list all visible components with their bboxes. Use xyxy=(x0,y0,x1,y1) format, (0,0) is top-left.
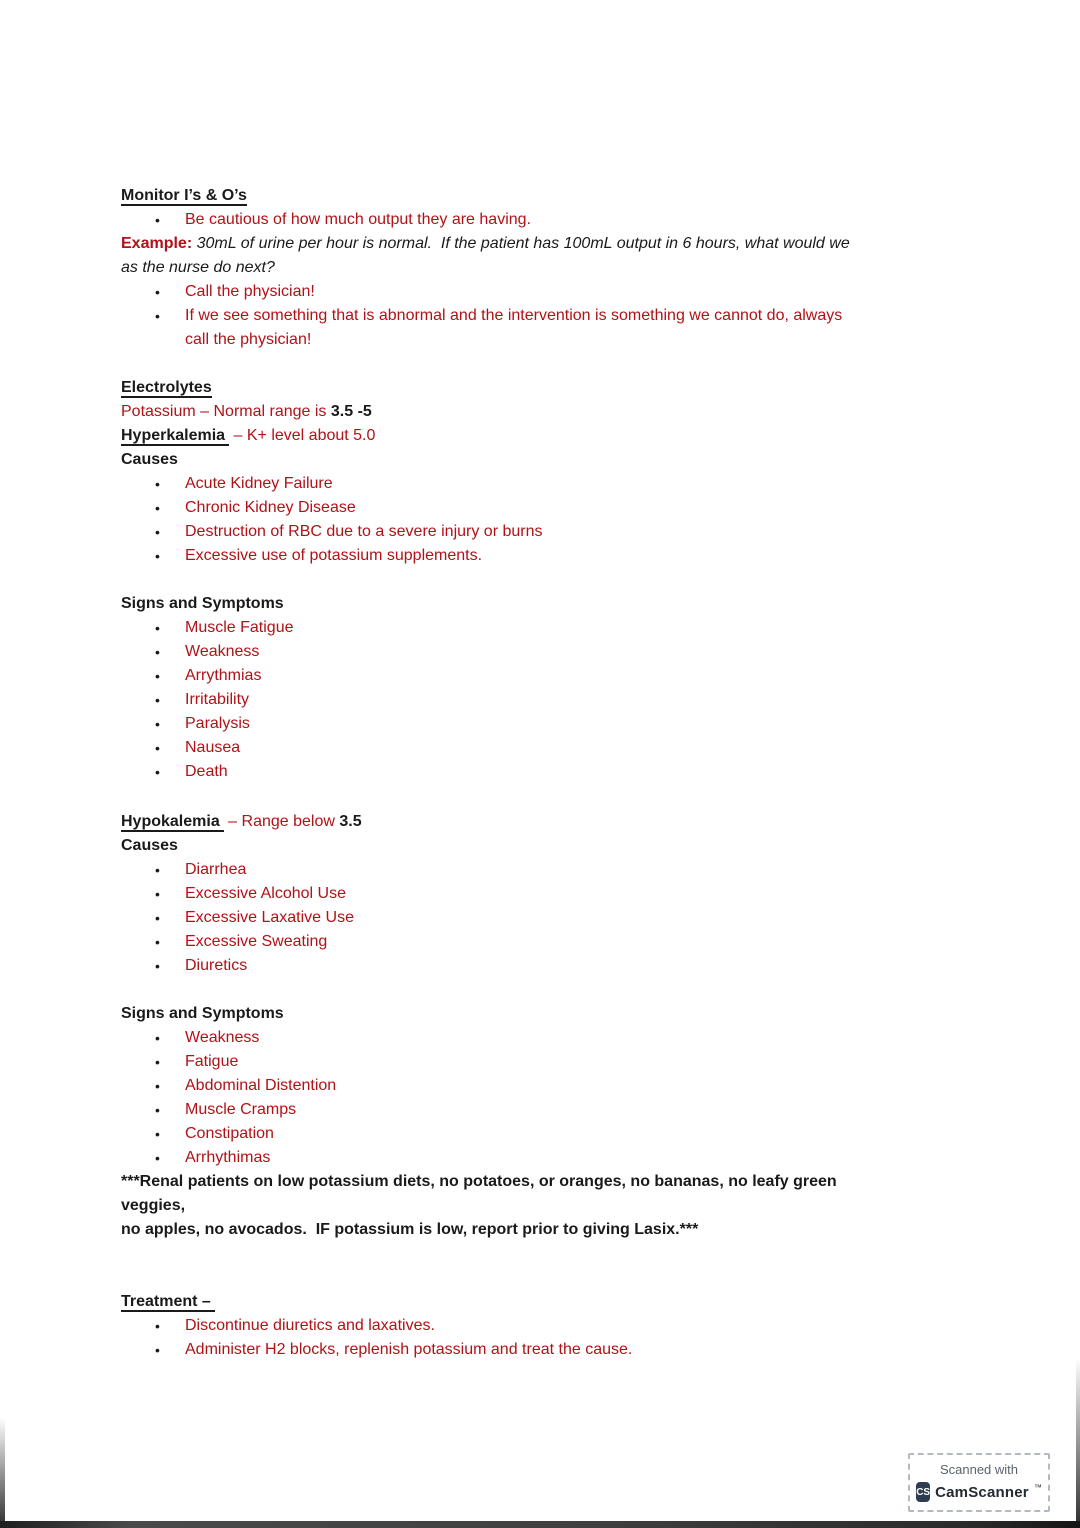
bullet-icon: • xyxy=(155,1318,160,1334)
scan-shadow-bottom xyxy=(0,1521,1080,1528)
example-paragraph xyxy=(121,232,890,280)
list-item-text: Chronic Kidney Disease xyxy=(185,499,356,516)
list-item-text: Discontinue diuretics and laxatives. xyxy=(185,1317,435,1334)
list-item-text: Excessive Sweating xyxy=(185,933,328,950)
list-item xyxy=(121,1074,890,1098)
list-item-text: Excessive Laxative Use xyxy=(185,909,354,926)
list-item-text: Excessive use of potassium supplements. xyxy=(185,547,483,564)
bullet-icon: • xyxy=(155,740,160,756)
list-item-text: Call the physician! xyxy=(185,283,315,300)
list-item-text: Destruction of RBC due to a severe injury or burns xyxy=(185,523,543,540)
list-item-text: Death xyxy=(185,763,228,780)
list-item xyxy=(121,954,890,978)
list-item xyxy=(121,280,890,304)
scan-shadow-left xyxy=(0,1418,5,1528)
hypokalemia-term: Hypokalemia xyxy=(121,813,224,832)
causes-label: Causes xyxy=(121,451,178,468)
list-item xyxy=(121,1314,890,1338)
bullet-icon: • xyxy=(155,764,160,780)
causes-label: Causes xyxy=(121,837,178,854)
bullet-icon: • xyxy=(155,1102,160,1118)
bullet-icon: • xyxy=(155,716,160,732)
trademark-symbol: ™ xyxy=(1033,1483,1042,1492)
bullet-icon: • xyxy=(155,668,160,684)
list-item xyxy=(121,472,890,496)
section-heading-text: Treatment – xyxy=(121,1293,215,1312)
renal-note-line1: ***Renal patients on low potassium diets, no potatoes, or oranges, no bananas, no leafy green veggies, xyxy=(121,1173,842,1214)
hyperkalemia-desc: – K+ level about 5.0 xyxy=(233,427,376,444)
list-item-text: Paralysis xyxy=(185,715,250,732)
list-item-text: Irritability xyxy=(185,691,250,708)
bullet-icon: • xyxy=(155,284,160,300)
camscanner-badge xyxy=(908,1453,1050,1512)
example-label: Example: xyxy=(121,235,193,252)
list-item xyxy=(121,1026,890,1050)
list-item xyxy=(121,1098,890,1122)
section-heading-monitor-ios xyxy=(121,184,890,208)
bullet-icon: • xyxy=(155,1054,160,1070)
list-item xyxy=(121,1338,890,1362)
list-item xyxy=(121,760,890,784)
hyperkalemia-term: Hyperkalemia xyxy=(121,427,229,446)
list-item-text: Diuretics xyxy=(185,957,248,974)
potassium-range-line xyxy=(121,400,890,424)
list-item-text: Nausea xyxy=(185,739,241,756)
bullet-icon: • xyxy=(155,548,160,564)
list-item xyxy=(121,736,890,760)
bullet-icon: • xyxy=(155,644,160,660)
bullet-icon: • xyxy=(155,500,160,516)
list-item xyxy=(121,1146,890,1170)
bullet-icon: • xyxy=(155,212,160,228)
bullet-icon: • xyxy=(155,524,160,540)
list-item-text: Weakness xyxy=(185,643,260,660)
signs-symptoms-label: Signs and Symptoms xyxy=(121,1005,284,1022)
section-heading-electrolytes xyxy=(121,376,890,400)
list-item-text xyxy=(185,304,890,352)
list-item xyxy=(121,496,890,520)
list-item-text: Abdominal Distention xyxy=(185,1077,337,1094)
section-heading-text: Electrolytes xyxy=(121,379,212,396)
list-item xyxy=(121,688,890,712)
list-item xyxy=(121,616,890,640)
list-item xyxy=(121,930,890,954)
list-item-text: Muscle Cramps xyxy=(185,1101,297,1118)
bullet-icon: • xyxy=(155,1150,160,1166)
hyperkalemia-line xyxy=(121,424,890,448)
bullet-icon: • xyxy=(155,476,160,492)
list-item-text: Excessive Alcohol Use xyxy=(185,885,346,902)
bullet-icon: • xyxy=(155,308,160,324)
list-item-text: Constipation xyxy=(185,1125,274,1142)
bullet-icon: • xyxy=(155,1078,160,1094)
bullet-icon: • xyxy=(155,862,160,878)
potassium-value: 3.5 -5 xyxy=(330,403,372,420)
list-item xyxy=(121,208,890,232)
renal-note-line2-emphasis: report prior to giving Lasix.*** xyxy=(471,1221,699,1238)
list-item xyxy=(121,664,890,688)
list-item-text: Be cautious of how much output they are having. xyxy=(185,211,531,228)
signs-symptoms-label: Signs and Symptoms xyxy=(121,595,284,612)
list-item-text: Arrythmias xyxy=(185,667,262,684)
list-item xyxy=(121,906,890,930)
bullet-icon: • xyxy=(155,1342,160,1358)
camscanner-brand-row xyxy=(918,1482,1040,1502)
bullet-icon: • xyxy=(155,958,160,974)
list-item-text: Acute Kidney Failure xyxy=(185,475,333,492)
list-item xyxy=(121,882,890,906)
hypokalemia-desc-lead: – Range below xyxy=(228,813,335,830)
example-line2: as the nurse do next? xyxy=(121,259,275,276)
list-item xyxy=(121,1050,890,1074)
bullet-icon: • xyxy=(155,1126,160,1142)
list-item-text: Administer H2 blocks, replenish potassium and treat the cause. xyxy=(185,1341,633,1358)
bullet-icon: • xyxy=(155,910,160,926)
list-item xyxy=(121,544,890,568)
list-item xyxy=(121,1122,890,1146)
list-item-text: Weakness xyxy=(185,1029,260,1046)
bullet-icon: • xyxy=(155,886,160,902)
section-heading-treatment xyxy=(121,1290,890,1314)
renal-note-line2-lead: no apples, no avocados. IF potassium is low, xyxy=(121,1221,468,1238)
scanned-with-label: Scanned with xyxy=(939,1462,1019,1477)
section-heading-text: Monitor I’s & O’s xyxy=(121,187,247,204)
list-item xyxy=(121,712,890,736)
bullet-icon: • xyxy=(155,620,160,636)
list-item xyxy=(121,304,890,352)
list-item-line2: call the physician! xyxy=(185,331,312,348)
hypokalemia-line xyxy=(121,810,890,834)
hypokalemia-desc-value: 3.5 xyxy=(339,813,362,830)
potassium-lead: Potassium – Normal range is xyxy=(121,403,327,420)
renal-note xyxy=(121,1170,890,1242)
scan-shadow-right xyxy=(1076,1358,1080,1528)
list-item-line1: If we see something that is abnormal and the intervention is something we cannot do, always xyxy=(185,307,843,324)
camscanner-logo-icon: CS xyxy=(916,1482,930,1502)
camscanner-brand-text: CamScanner xyxy=(935,1483,1029,1501)
bullet-icon: • xyxy=(155,934,160,950)
list-item xyxy=(121,640,890,664)
list-item-text: Diarrhea xyxy=(185,861,247,878)
list-item-text: Arrhythimas xyxy=(185,1149,271,1166)
list-item xyxy=(121,520,890,544)
example-line1: 30mL of urine per hour is normal. If the patient has 100mL output in 6 hours, what would we xyxy=(196,235,850,252)
list-item-text: Muscle Fatigue xyxy=(185,619,294,636)
bullet-icon: • xyxy=(155,692,160,708)
list-item-text: Fatigue xyxy=(185,1053,239,1070)
list-item xyxy=(121,858,890,882)
bullet-icon: • xyxy=(155,1030,160,1046)
